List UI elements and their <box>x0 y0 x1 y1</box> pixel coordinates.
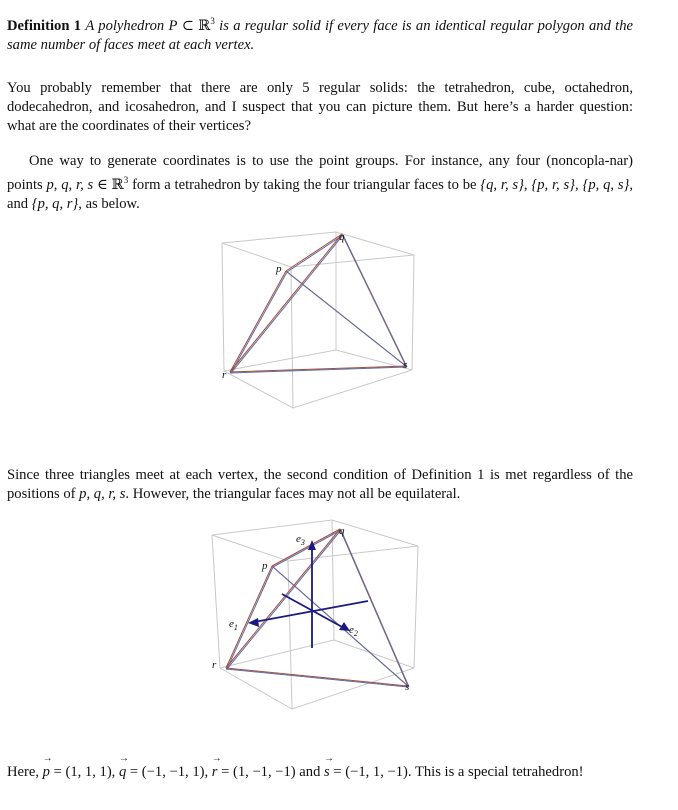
face-pqs: {p, q, s} <box>582 176 630 193</box>
vertex-label-q: q <box>339 231 345 243</box>
para2-exponent: 3 <box>123 175 129 185</box>
face-qrs: {q, r, s} <box>480 176 524 193</box>
vertex-label-r: r <box>222 369 227 381</box>
vertex-label-s-2: s <box>405 681 410 693</box>
basis-label-e1: $e_1$ <box>229 618 238 632</box>
vertex-label-r-2: r <box>212 659 217 671</box>
basis-label-e2: $e_2$ <box>349 624 358 638</box>
arrowhead-e3 <box>308 540 316 550</box>
para2-text-3: , as below. <box>78 195 140 212</box>
vertex-label-q-2: q <box>339 525 345 537</box>
paragraph-coordinates <box>7 763 633 782</box>
para2-reals: ℝ <box>111 176 124 193</box>
vertex-label-p-2: p <box>262 560 268 572</box>
paragraph-regular-solids: You probably remember that there are only 5 regular solids: the tetrahedron, cube, octahedron, dodecahedron, and icosahedron, and I suspect that you can picture them. But here’s a harder question: what are the coordinates of their vertices? <box>7 80 633 134</box>
basis-label-e3: $e_3$ <box>296 533 305 547</box>
axis-e2 <box>282 594 344 628</box>
para2-text-1: One way to generate coordinates is to use the point groups. For instance, any four (noncopla-nar) points <box>7 153 633 193</box>
dimension-exponent: 3 <box>210 16 215 26</box>
para2-and: , and <box>7 176 633 212</box>
para2-in-symbol: ∈ <box>93 176 112 193</box>
para4-here: Here, <box>7 764 43 780</box>
para3-points: p, q, r, s <box>79 486 126 502</box>
tetrahedron-edges-2 <box>226 529 409 687</box>
paragraph-point-groups: One way to generate coordinates is to use the point groups. For instance, any four (noncopla-nar) points p, q, r, s ∈ ℝ$^3$ form a tetrahedron by taking the four triangular faces to be {q, r, s}, {p, r, s}, {p, q, s}, and {p, q, r}, as below. <box>7 153 633 212</box>
para3-text-2: . However, the triangular faces may not all be equilateral. <box>125 486 461 502</box>
coord-r: = (1, −1, −1) and <box>217 764 325 780</box>
definition-post: is a regular solid if every face is an identical regular polygon and the same number of faces meet at each vertex. <box>7 17 633 53</box>
coord-q: = (−1, −1, 1), <box>126 764 212 780</box>
definition-label: Definition 1 <box>7 17 82 34</box>
vertex-label-p: p <box>276 263 282 275</box>
face-pqr: {p, q, r} <box>31 195 79 212</box>
coord-s: = (−1, 1, −1). This is a special tetrahedron! <box>329 764 584 780</box>
vertex-label-s: s <box>403 359 408 371</box>
para2-text-2: form a tetrahedron by taking the four triangular faces to be <box>128 176 481 193</box>
face-prs: {p, r, s} <box>531 176 576 193</box>
vec-p: → p <box>43 763 50 782</box>
vec-q: → q <box>119 763 126 782</box>
para3-text-1: Since three triangles meet at each vertex, the second condition of Definition 1 is met regardless of the positions of <box>7 467 633 502</box>
polyhedron-symbol: P <box>168 17 178 34</box>
coord-p: = (1, 1, 1), <box>49 764 119 780</box>
reals-symbol: ℝ <box>198 17 211 34</box>
vec-s: → s <box>324 763 330 782</box>
definition-pre: A polyhedron <box>85 17 169 34</box>
para2-points: p, q, r, s <box>46 176 94 193</box>
axis-e1 <box>254 601 368 622</box>
vec-r: → r <box>212 763 218 782</box>
subset-symbol: ⊂ <box>177 17 199 34</box>
